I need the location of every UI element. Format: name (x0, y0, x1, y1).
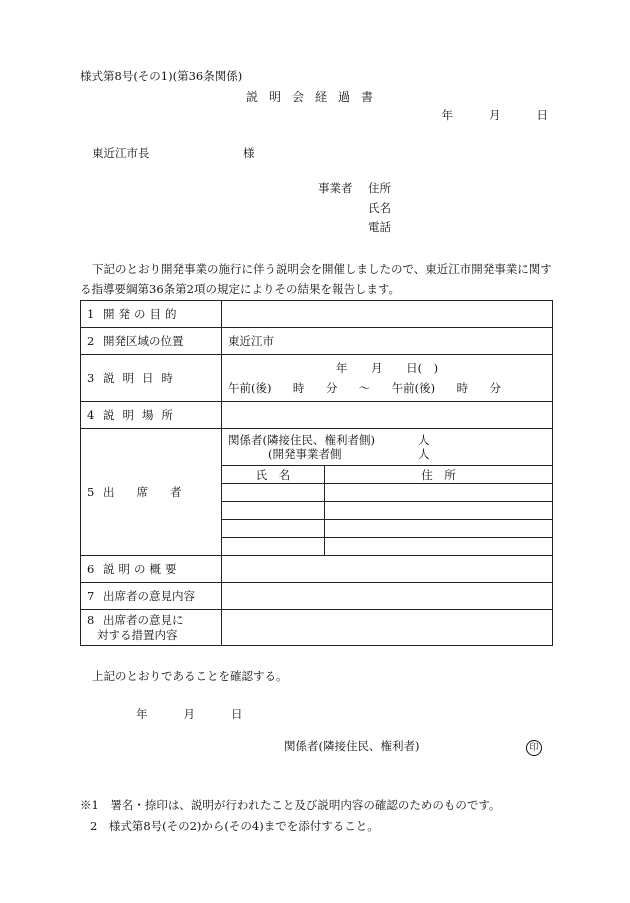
table-row (222, 520, 552, 538)
row-number: 2 (87, 334, 95, 348)
row-label: 説明の概要 (103, 562, 181, 576)
measures-field[interactable] (222, 610, 553, 646)
table-row (222, 502, 552, 520)
attendee-name-cell[interactable] (222, 520, 325, 538)
attendee-address-cell[interactable] (325, 484, 553, 502)
related-signature-label: 関係者(隣接住民、権利者) (284, 739, 420, 753)
row-datetime (81, 355, 553, 402)
row-location (81, 328, 553, 355)
dt-min-end: 分 (489, 381, 501, 395)
business-label: 事業者 (318, 181, 353, 195)
row-label-line2: 対する措置内容 (97, 627, 178, 642)
row-summary (81, 556, 553, 583)
location-field[interactable]: 東近江市 (222, 328, 553, 355)
place-field[interactable] (222, 402, 553, 429)
row-purpose (81, 301, 553, 328)
note-1: ※1 署名・捺印は、説明が行われたこと及び説明内容の確認のためのものです。 (80, 798, 501, 812)
row-number: 8 (87, 612, 95, 627)
col-address-header: 住 所 (325, 466, 553, 484)
confirm-date (136, 709, 243, 721)
date-year-label: 年 (441, 108, 453, 122)
row-number: 6 (87, 562, 95, 576)
attendees-related-count[interactable]: 人 (418, 433, 430, 447)
attendees-field (222, 429, 553, 556)
addressee-honorific: 様 (243, 146, 255, 160)
dt-day: 日( ) (406, 361, 439, 375)
note-2: 2 様式第8号(その2)から(その4)までを添付すること。 (90, 819, 379, 833)
row-place (81, 402, 553, 429)
attendee-address-cell[interactable] (325, 538, 553, 556)
dt-year: 年 (335, 361, 348, 375)
attendee-name-cell[interactable] (222, 538, 325, 556)
row-label: 開発区域の位置 (103, 334, 184, 348)
row-label: 説明場所 (103, 408, 181, 422)
summary-field[interactable] (222, 556, 553, 583)
attendee-list (222, 465, 552, 555)
purpose-field[interactable] (222, 301, 553, 328)
row-attendees (81, 429, 553, 556)
business-name-label: 氏名 (368, 201, 391, 215)
row-label: 開発の目的 (103, 307, 181, 321)
attendees-developer-count[interactable]: 人 (418, 447, 430, 461)
dt-ampm-start: 午前(後) (228, 381, 272, 395)
row-label: 出席者の意見内容 (103, 589, 195, 603)
date-day-label: 日 (536, 108, 548, 122)
col-name-header: 氏 名 (222, 466, 325, 484)
addressee: 東近江市長 (92, 146, 150, 160)
dt-ampm-end: 午前(後) (391, 381, 436, 395)
attendee-address-cell[interactable] (325, 520, 553, 538)
date-month-label: 月 (489, 108, 501, 122)
row-measures (81, 610, 553, 646)
datetime-field[interactable] (222, 355, 553, 402)
row-opinions (81, 583, 553, 610)
confirm-year-label: 年 (136, 707, 148, 721)
row-number: 7 (87, 589, 95, 603)
row-number: 1 (87, 307, 95, 321)
intro-text: 下記のとおり開発事業の施行に伴う説明会を開催しましたので、東近江市開発事業に関する指導要綱第36条第2項の規定によりその結果を報告します。 (80, 262, 552, 296)
opinions-field[interactable] (222, 583, 553, 610)
business-address-label: 住所 (368, 181, 391, 195)
attendees-related-label: 関係者(隣接住民、権利者側) (228, 433, 375, 447)
report-table (80, 300, 553, 646)
table-row (222, 484, 552, 502)
row-number: 4 (87, 408, 95, 422)
header-date (442, 110, 549, 122)
row-label: 出席者の意見に (103, 612, 184, 627)
confirm-month-label: 月 (183, 707, 195, 721)
dt-month: 月 (371, 361, 383, 375)
confirm-text: 上記のとおりであることを確認する。 (92, 669, 288, 683)
attendee-name-cell[interactable] (222, 484, 325, 502)
dt-tilde: ～ (358, 381, 371, 395)
attendee-address-cell[interactable] (325, 502, 553, 520)
row-number: 5 (87, 485, 95, 499)
row-label: 説明日時 (103, 371, 181, 385)
dt-hour-start: 時 (292, 381, 305, 395)
table-row (222, 538, 552, 556)
row-label: 出席者 (103, 485, 204, 499)
attendees-developer-label: (開発事業者側 (268, 447, 342, 461)
seal-mark-icon[interactable]: 印 (526, 740, 542, 756)
attendee-name-cell[interactable] (222, 502, 325, 520)
dt-hour-end: 時 (456, 381, 469, 395)
confirm-day-label: 日 (231, 707, 243, 721)
dt-min-start: 分 (325, 381, 338, 395)
row-number: 3 (87, 371, 95, 385)
form-id: 様式第8号(その1)(第36条関係) (80, 69, 243, 83)
page-title: 説明会経過書 (245, 90, 384, 104)
business-tel-label: 電話 (368, 220, 391, 234)
